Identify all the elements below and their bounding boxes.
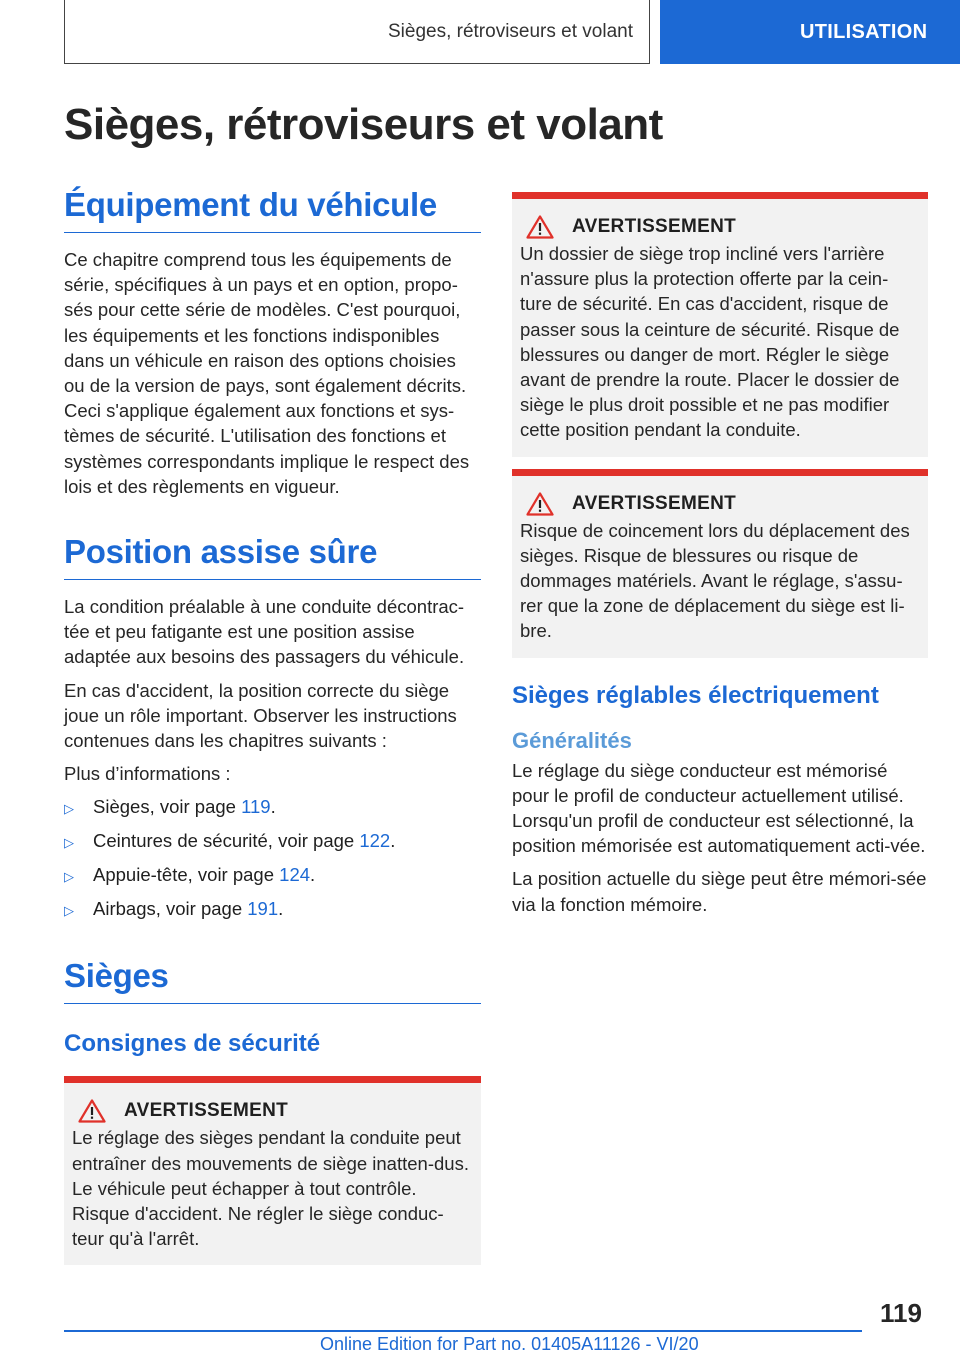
warning-text: Risque de coincement lors du déplacement des sièges. Risque de blessures ou risque de dommages matériels. Avant le réglage, s'assu-rer que la zone de déplacement du siège est li-bre.	[520, 519, 910, 642]
general-heading: Généralités	[512, 727, 632, 753]
equipment-heading: Équipement du véhicule	[64, 186, 481, 233]
right-column	[512, 192, 928, 925]
page-number: 119	[880, 1298, 922, 1328]
safety-heading: Consignes de sécurité	[64, 1030, 321, 1058]
chapter-label: Sièges, rétroviseurs et volant	[387, 20, 633, 42]
reference-text: Sièges, voir page	[93, 796, 242, 818]
warning-title: AVERTISSEMENT	[124, 1100, 289, 1122]
left-column	[64, 186, 481, 1277]
seating-paragraph-3: Plus d’informations :	[64, 763, 231, 785]
warning-box	[64, 1076, 481, 1265]
warning-triangle-icon	[526, 215, 554, 239]
page-link[interactable]: 119	[241, 796, 271, 818]
general-paragraph-2: La position actuelle du siège peut être mémori-sée via la fonction mémoire.	[512, 868, 927, 915]
page-link[interactable]: 191	[247, 898, 279, 920]
warning-text: Le réglage des sièges pendant la conduite peut entraîner des mouvements de siège inatten-dus. Le véhicule peut échapper à tout contrôle. Risque d'accident. Ne régler le siège conduc-teur qu'à l'arrêt.	[72, 1127, 469, 1250]
reference-text: Appuie-tête, voir page	[93, 864, 280, 886]
warning-box	[512, 192, 928, 457]
section-label: UTILISATION	[800, 20, 928, 43]
page-link[interactable]: 122	[359, 830, 391, 852]
general-paragraph-1: Le réglage du siège conducteur est mémorisé pour le profil de conducteur actuellement utilisé. Lorsqu'un profil de conducteur est sélectionné, la position mémorisée est automatiquement acti-vée.	[512, 759, 926, 857]
footer-edition: Online Edition for Part no. 01405A11126 - VI/20	[320, 1334, 699, 1354]
equipment-text: Ce chapitre comprend tous les équipements de série, spécifiques à un pays et en option, propo-sés pour cette série de modèles. C'est pourquoi, les équipements et les fonctions indisponibles dans un véhicule en raison des options choisies ou de la version de pays, sont également décrits. Ceci s'applique également aux fonctions et sys-tèmes de sécurité. L'utilisation des fonctions et systèmes correspondants implique le respect des lois et des règlements en vigueur.	[64, 249, 470, 497]
seating-paragraph-2: En cas d'accident, la position correcte du siège joue un rôle important. Observer les instructions contenues dans les chapitres suivants :	[64, 679, 457, 752]
triangle-bullet-icon: ▷	[64, 903, 74, 919]
list-item: ▷ Appuie-tête, voir page 124.	[64, 862, 481, 889]
seating-paragraph-1: La condition préalable à une conduite décontrac-tée et peu fatigante est une position assise adaptée aux besoins des passagers du véhicule.	[64, 596, 465, 668]
reference-text: Ceintures de sécurité, voir page	[93, 830, 360, 852]
list-item: ▷ Sièges, voir page 119.	[64, 794, 481, 821]
warning-triangle-icon	[78, 1099, 106, 1123]
page-link[interactable]: 124	[279, 864, 311, 886]
warning-box	[512, 469, 928, 658]
triangle-bullet-icon: ▷	[64, 801, 74, 817]
list-item: ▷ Ceintures de sécurité, voir page 122.	[64, 828, 481, 855]
warning-title: AVERTISSEMENT	[572, 216, 737, 237]
electric-seats-heading: Sièges réglables électriquement	[512, 681, 879, 709]
seating-heading: Position assise sûre	[64, 533, 481, 580]
warning-triangle-icon	[526, 492, 554, 516]
seats-heading: Sièges	[64, 957, 481, 1004]
page-title: Sièges, rétroviseurs et volant	[64, 100, 663, 149]
list-item: ▷ Airbags, voir page 191.	[64, 896, 481, 923]
warning-title: AVERTISSEMENT	[572, 492, 737, 514]
chapter-tab	[64, 0, 650, 64]
triangle-bullet-icon: ▷	[64, 869, 74, 885]
triangle-bullet-icon: ▷	[64, 835, 74, 851]
warning-text: Un dossier de siège trop incliné vers l'arrière n'assure plus la protection offerte par la cein-ture de sécurité. En cas d'accident, risque de passer sous la ceinture de sécurité. Risque de blessures ou danger de mort. Régler le siège avant de prendre la route. Placer le dossier de siège le plus droit possible et ne pas modifier cette position pendant la conduite.	[520, 243, 900, 441]
reference-list	[64, 794, 481, 923]
section-badge	[660, 0, 960, 64]
reference-text: Airbags, voir page	[93, 898, 248, 920]
footer-divider	[64, 1330, 862, 1332]
